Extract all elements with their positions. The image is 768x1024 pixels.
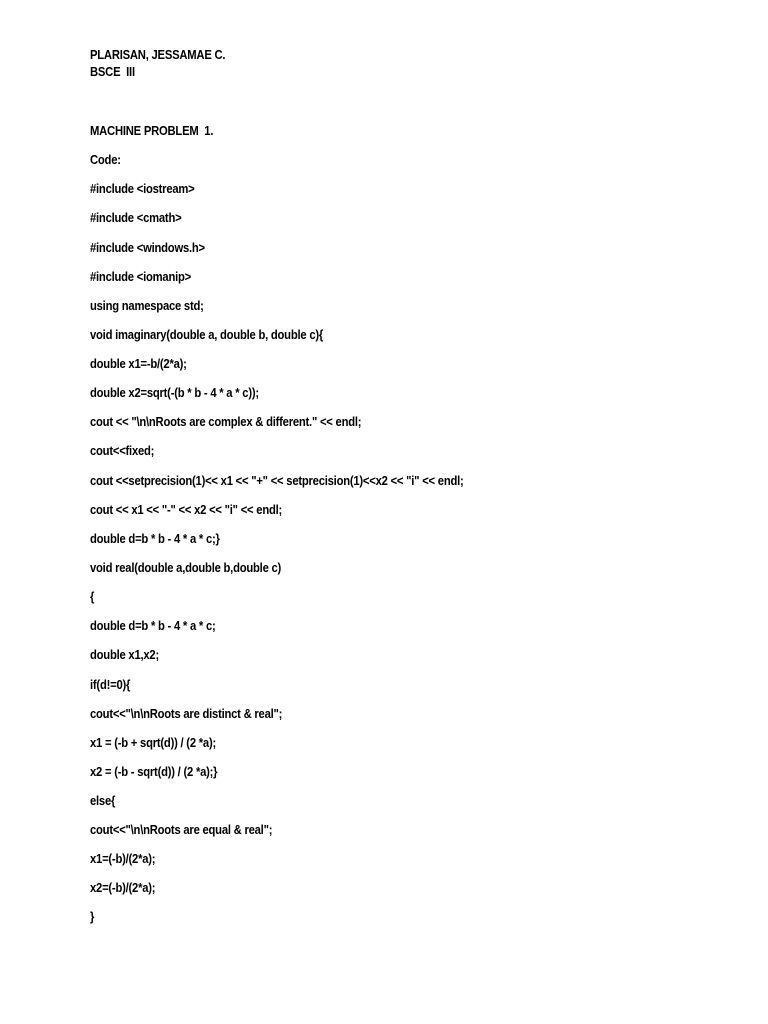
code-line: x2=(-b)/(2*a);: [90, 881, 156, 895]
code-line: cout << "\n\nRoots are complex & different." << endl;: [90, 415, 362, 429]
code-line: cout <<setprecision(1)<< x1 << "+" << setprecision(1)<<x2 << "i" << endl;: [90, 474, 464, 488]
course-label: BSCE III: [90, 65, 135, 79]
code-line: void imaginary(double a, double b, double c){: [90, 328, 324, 342]
code-line: #include <iomanip>: [90, 270, 191, 284]
section-title: MACHINE PROBLEM 1.: [90, 124, 214, 138]
code-line: {: [90, 590, 95, 604]
code-line: }: [90, 910, 95, 924]
code-line: #include <windows.h>: [90, 241, 205, 255]
code-line: double x1,x2;: [90, 648, 159, 662]
code-line: x2 = (-b - sqrt(d)) / (2 *a);}: [90, 765, 218, 779]
code-line: double d=b * b - 4 * a * c;: [90, 619, 216, 633]
code-line: cout << x1 << "-" << x2 << "i" << endl;: [90, 503, 283, 517]
code-line: x1=(-b)/(2*a);: [90, 852, 156, 866]
code-line: cout<<fixed;: [90, 444, 155, 458]
code-line: double d=b * b - 4 * a * c;}: [90, 532, 220, 546]
code-line: cout<<"\n\nRoots are equal & real";: [90, 823, 273, 837]
code-line: void real(double a,double b,double c): [90, 561, 282, 575]
code-line: cout<<"\n\nRoots are distinct & real";: [90, 707, 283, 721]
code-line: using namespace std;: [90, 299, 204, 313]
code-line: double x1=-b/(2*a);: [90, 357, 187, 371]
author-name: PLARISAN, JESSAMAE C.: [90, 48, 226, 62]
code-line: x1 = (-b + sqrt(d)) / (2 *a);: [90, 736, 216, 750]
code-label: Code:: [90, 153, 121, 167]
code-line: double x2=sqrt(-(b * b - 4 * a * c));: [90, 386, 259, 400]
code-line: if(d!=0){: [90, 678, 131, 692]
code-line: else{: [90, 794, 116, 808]
code-line: #include <iostream>: [90, 182, 195, 196]
code-line: #include <cmath>: [90, 211, 182, 225]
